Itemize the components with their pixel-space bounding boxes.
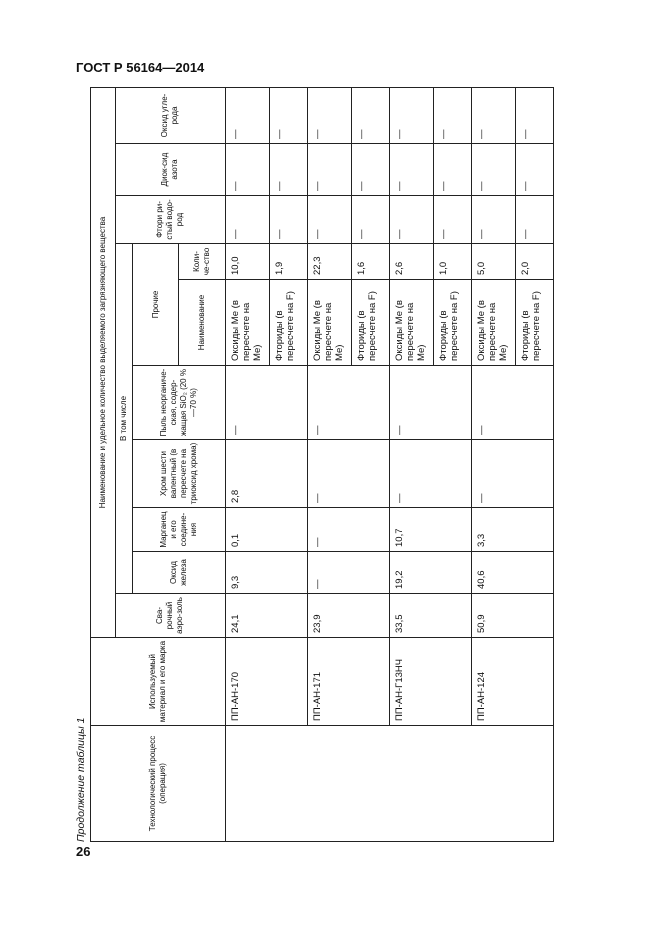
co-cell: —: [307, 88, 351, 144]
other-name-cell: Фториды (в пересчете на F): [351, 280, 389, 366]
header-other: Прочие: [133, 244, 179, 366]
material-cell: ПП-АН-170: [225, 638, 307, 726]
aerosol-cell: 33,5: [389, 594, 471, 638]
no2-cell: —: [351, 144, 389, 196]
standard-header: ГОСТ Р 56164—2014: [76, 60, 205, 75]
co-cell: —: [434, 88, 472, 144]
chromium-cell: 2,8: [225, 440, 307, 508]
other-name-cell: Оксиды Ме (в пересчете на Ме): [389, 280, 433, 366]
page-number: 26: [76, 844, 91, 859]
hf-cell: —: [434, 196, 472, 244]
quantity-cell: 1,9: [269, 244, 307, 280]
rotated-table-area: [74, 88, 558, 842]
emissions-table: [90, 87, 554, 842]
chromium-cell: —: [389, 440, 471, 508]
hf-cell: —: [516, 196, 554, 244]
quantity-cell: 10,0: [225, 244, 269, 280]
co-cell: —: [471, 88, 515, 144]
co-cell: —: [351, 88, 389, 144]
header-aerosol: Сва-рочный аэро-золь: [116, 594, 225, 638]
material-cell: ПП-АН-171: [307, 638, 389, 726]
rotated-page-content: [74, 88, 558, 842]
no2-cell: —: [434, 144, 472, 196]
hf-cell: —: [225, 196, 269, 244]
quantity-cell: 1,0: [434, 244, 472, 280]
material-cell: ПП-АН-124: [471, 638, 553, 726]
other-name-cell: Фториды (в пересчете на F): [269, 280, 307, 366]
aerosol-cell: 23,9: [307, 594, 389, 638]
other-name-cell: Фториды (в пересчете на F): [516, 280, 554, 366]
header-chromium: Хром шести валентный (в пересчете на триоксид хрома): [133, 440, 226, 508]
quantity-cell: 2,0: [516, 244, 554, 280]
table-caption: Продолжение таблицы 1: [75, 717, 87, 842]
header-material: Используемый материал и его марка: [91, 638, 226, 726]
no2-cell: —: [225, 144, 269, 196]
aerosol-cell: 50,9: [471, 594, 553, 638]
quantity-cell: 5,0: [471, 244, 515, 280]
header-no2: Диок-сид азота: [116, 144, 225, 196]
dust-cell: —: [389, 366, 471, 440]
quantity-cell: 1,6: [351, 244, 389, 280]
iron-oxide-cell: 19,2: [389, 552, 471, 594]
other-name-cell: Фториды (в пересчете на F): [434, 280, 472, 366]
no2-cell: —: [516, 144, 554, 196]
co-cell: —: [516, 88, 554, 144]
quantity-cell: 2,6: [389, 244, 433, 280]
dust-cell: —: [307, 366, 389, 440]
iron-oxide-cell: 9,3: [225, 552, 307, 594]
header-manganese: Марганец и его соедине-ния: [133, 508, 226, 552]
other-name-cell: Оксиды Ме (в пересчете на Ме): [307, 280, 351, 366]
hf-cell: —: [269, 196, 307, 244]
header-iron-oxide: Оксид железа: [133, 552, 226, 594]
header-pollutant-group: Наименование и удельное количество выделяемого загрязняющего вещества: [91, 88, 116, 638]
chromium-cell: —: [307, 440, 389, 508]
aerosol-cell: 24,1: [225, 594, 307, 638]
manganese-cell: —: [307, 508, 389, 552]
no2-cell: —: [307, 144, 351, 196]
iron-oxide-cell: —: [307, 552, 389, 594]
quantity-cell: 22,3: [307, 244, 351, 280]
no2-cell: —: [269, 144, 307, 196]
header-process: Технологический процесс (операция): [91, 726, 226, 842]
other-name-cell: Оксиды Ме (в пересчете на Ме): [471, 280, 515, 366]
dust-cell: —: [225, 366, 307, 440]
hf-cell: —: [351, 196, 389, 244]
table-row: [225, 88, 269, 842]
manganese-cell: 0,1: [225, 508, 307, 552]
hf-cell: —: [307, 196, 351, 244]
no2-cell: —: [471, 144, 515, 196]
header-co: Оксид угле-рода: [116, 88, 225, 144]
header-other-quantity: Коли-че-ство: [179, 244, 225, 280]
header-other-name: Наименование: [179, 280, 225, 366]
other-name-cell: Оксиды Ме (в пересчете на Ме): [225, 280, 269, 366]
manganese-cell: 3,3: [471, 508, 553, 552]
chromium-cell: —: [471, 440, 553, 508]
header-including: В том числе: [116, 244, 133, 594]
hf-cell: —: [471, 196, 515, 244]
co-cell: —: [225, 88, 269, 144]
header-hf: Фтори ри-стый водо-род: [116, 196, 225, 244]
hf-cell: —: [389, 196, 433, 244]
process-cell: [225, 726, 553, 842]
co-cell: —: [269, 88, 307, 144]
header-dust: Пыль неорганиче-ская, содер-жащая SiO₂ (20 %—70 %): [133, 366, 226, 440]
co-cell: —: [389, 88, 433, 144]
dust-cell: —: [471, 366, 553, 440]
manganese-cell: 10,7: [389, 508, 471, 552]
no2-cell: —: [389, 144, 433, 196]
material-cell: ПП-АН-Г13НЧ: [389, 638, 471, 726]
iron-oxide-cell: 40,6: [471, 552, 553, 594]
